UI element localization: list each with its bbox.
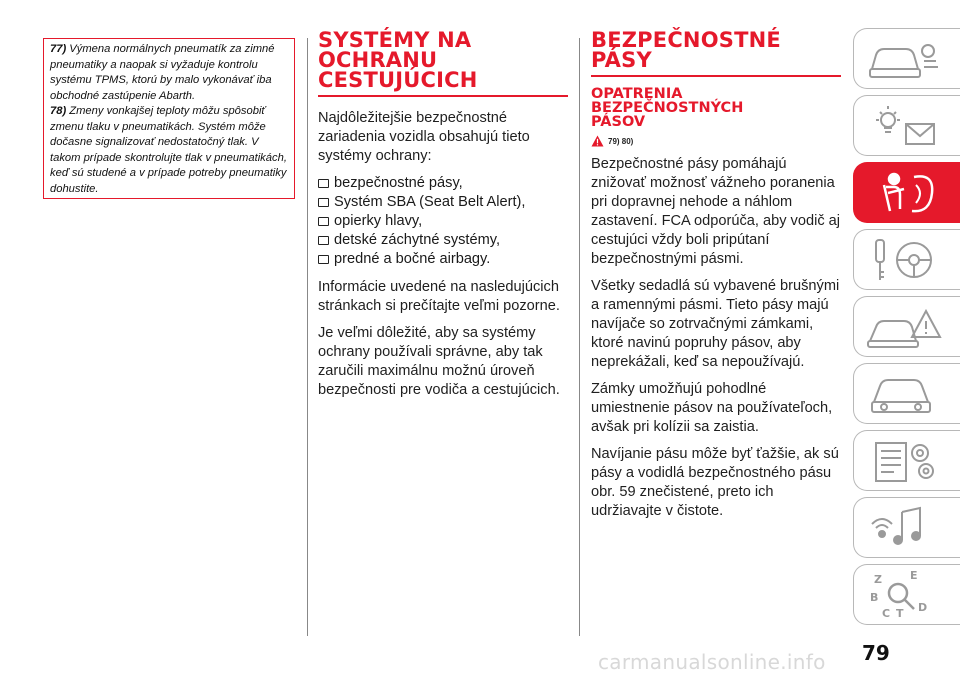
bullet-icon	[318, 198, 329, 207]
list-item: Systém SBA (Seat Belt Alert),	[318, 193, 568, 212]
section-occupant-protection	[318, 30, 568, 408]
index-letter: B	[870, 591, 879, 604]
watermark: carmanualsonline.info	[598, 650, 826, 674]
tab-multimedia[interactable]	[853, 497, 960, 558]
list-item: opierky hlavy,	[318, 212, 568, 231]
index-letter: E	[910, 569, 918, 582]
bullet-icon	[318, 179, 329, 188]
technical-data-icon	[854, 431, 960, 492]
index-letter: Z	[874, 573, 882, 586]
bullet-icon	[318, 236, 329, 245]
tab-starting-driving[interactable]	[853, 229, 960, 290]
tab-safety[interactable]	[853, 162, 960, 223]
occupant-protection-heading: SYSTÉMY NA OCHRANU CESTUJÚCICH	[318, 28, 478, 92]
seat-belt-precautions-heading: OPATRENIA BEZPEČNOSTNÝCH PÁSOV	[591, 86, 744, 130]
index-icon	[854, 565, 960, 626]
column-divider-1	[307, 38, 308, 636]
intro-text: Najdôležitejšie bezpečnostné zariadenia vozidla obsahujú tieto systémy ochrany:	[318, 110, 530, 164]
breakdown-icon	[854, 297, 960, 358]
seatbelt-airbag-icon	[854, 163, 960, 224]
tab-emergency[interactable]	[853, 296, 960, 357]
warning-triangle-icon	[591, 135, 604, 147]
tab-index[interactable]	[853, 564, 960, 625]
chapter-tabs	[853, 28, 960, 631]
tab-dashboard[interactable]	[853, 28, 960, 89]
index-letter: C	[882, 607, 891, 620]
page-number: 79	[862, 641, 890, 665]
seat-belt-paragraph-1: Bezpečnostné pásy pomáhajú znižovať možnosť vážneho poranenia pri dopravnej nehode a náhlom zastavení. FCA odporúča, aby vodič aj cestujúci vždy boli pripútaní bezpečnostnými pásmi.	[591, 156, 841, 267]
notes-box	[43, 38, 295, 199]
bullet-icon	[318, 217, 329, 226]
column-divider-2	[579, 38, 580, 636]
note-77-text: Výmena normálnych pneumatík za zimné pneumatiky a naopak si vyžaduje kontrolu systému TPMS, ktorú by malo vykonávať iba obchodné zastúpenie Abarth.	[50, 43, 275, 102]
warning-reference	[591, 135, 841, 147]
tab-warning-lights[interactable]	[853, 95, 960, 156]
heading-rule	[591, 75, 841, 77]
index-letter: D	[918, 601, 928, 614]
car-dashboard-icon	[854, 29, 960, 90]
multimedia-icon	[854, 498, 960, 559]
seat-belts-heading: BEZPEČNOSTNÉ PÁSY	[591, 28, 781, 72]
importance-paragraph: Je veľmi dôležité, aby sa systémy ochrany používali správne, aby tak zaručili maximálnu možnú úroveň bezpečnosti pre vodiča a cestujúcich.	[318, 325, 560, 398]
protection-systems-list	[318, 174, 568, 269]
warning-refs: 79) 80)	[608, 136, 634, 146]
tab-technical-data[interactable]	[853, 430, 960, 491]
list-item: bezpečnostné pásy,	[318, 174, 568, 193]
info-paragraph: Informácie uvedené na nasledujúcich stránkach si prečítajte veľmi pozorne.	[318, 279, 560, 314]
key-steering-icon	[854, 230, 960, 291]
seat-belt-paragraph-2: Všetky sedadlá sú vybavené brušnými a ramennými pásmi. Tieto pásy majú navíjače so zotrvačnými zámkami, ktoré navinú popruhy pásov, aby neprekážali, keď sa nepoužívajú.	[591, 278, 840, 370]
note-78-text: Zmeny vonkajšej teploty môžu spôsobiť zmenu tlaku v pneumatikách. Systém môže dočasne signalizovať nedostatočný tlak. V takom prípade skontrolujte tlak v pneumatikách, keď sú studené a v prípade potreby pneumatiky dohustite.	[50, 105, 287, 195]
car-maintenance-icon	[854, 364, 960, 425]
warning-lights-icon	[854, 96, 960, 157]
list-item: predné a bočné airbagy.	[318, 250, 568, 269]
seat-belt-paragraph-4: Navíjanie pásu môže byť ťažšie, ak sú pásy a vodidlá bezpečnostného pásu obr. 59 znečistené, preto ich udržiavajte v čistote.	[591, 446, 839, 519]
list-item: detské záchytné systémy,	[318, 231, 568, 250]
tab-maintenance[interactable]	[853, 363, 960, 424]
note-77-number: 77)	[50, 43, 67, 55]
index-letter: T	[896, 607, 904, 620]
seat-belt-paragraph-3: Zámky umožňujú pohodlné umiestnenie pásov na používateľoch, avšak pri kolízii sa zaistia.	[591, 381, 833, 435]
bullet-icon	[318, 255, 329, 264]
heading-rule	[318, 95, 568, 97]
section-seat-belts	[591, 30, 841, 529]
note-78-number: 78)	[50, 105, 67, 117]
